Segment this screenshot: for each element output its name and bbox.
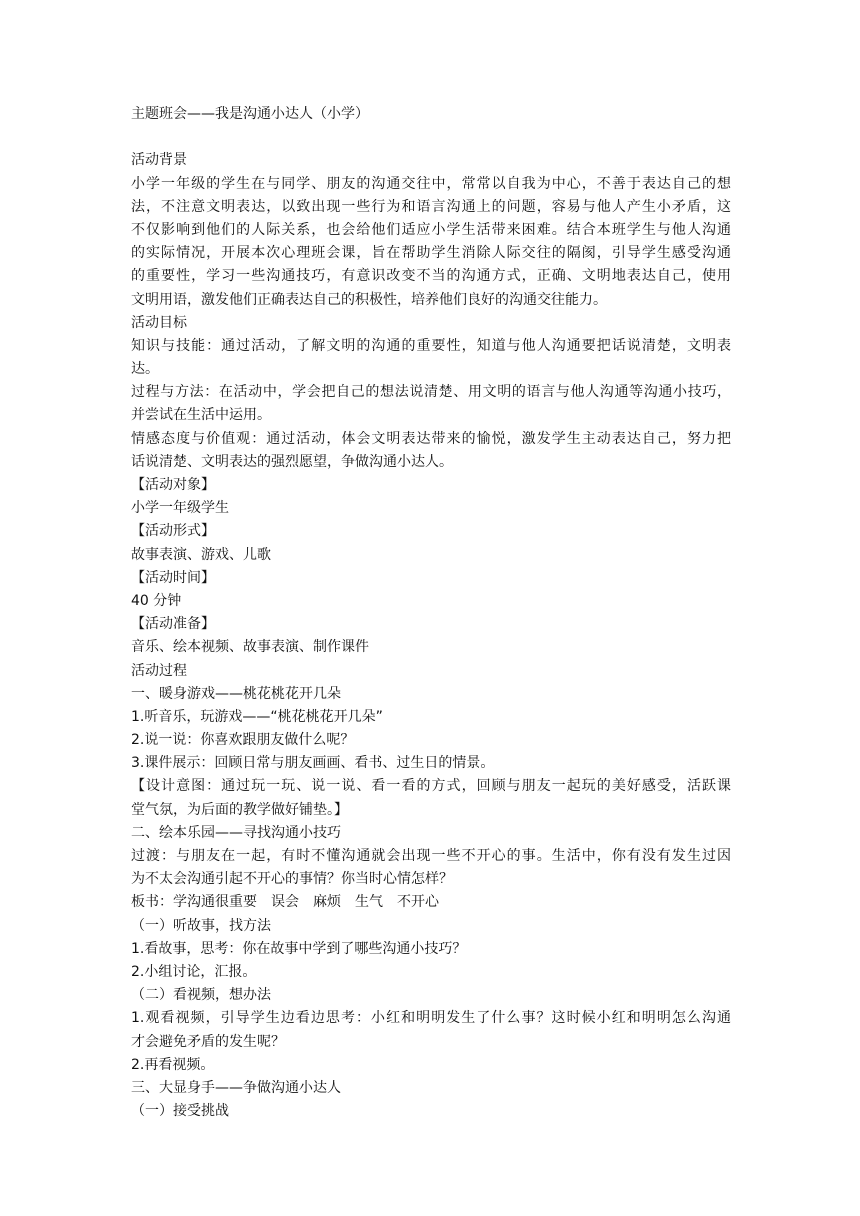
paragraph-line: 的实际情况，开展本次心理班会课，旨在帮助学生消除人际交往的隔阂，引导学生感受沟通 xyxy=(131,245,731,262)
paragraph-line: 40 分钟 xyxy=(131,592,182,609)
paragraph-line: 【活动时间】 xyxy=(131,569,215,586)
paragraph-line: 2.说一说：你喜欢跟朋友做什么呢？ xyxy=(131,732,355,749)
paragraph-line: 音乐、绘本视频、故事表演、制作课件 xyxy=(131,639,369,656)
paragraph-line: 堂气氛，为后面的教学做好铺垫。】 xyxy=(131,801,348,818)
paragraph-line: 1.看故事，思考：你在故事中学到了哪些沟通小技巧？ xyxy=(131,940,467,957)
document-title: 主题班会——我是沟通小达人（小学） xyxy=(131,106,369,122)
paragraph-line: 活动背景 xyxy=(131,152,187,169)
paragraph-line: 二、绘本乐园——寻找沟通小技巧 xyxy=(131,824,341,841)
paragraph-line: 2.小组讨论，汇报。 xyxy=(131,963,257,980)
paragraph-line: 2.再看视频。 xyxy=(131,1056,215,1073)
paragraph-line: 活动目标 xyxy=(131,314,187,331)
paragraph-line: 【设计意图：通过玩一玩、说一说、看一看的方式，回顾与朋友一起玩的美好感受，活跃课 xyxy=(131,778,731,795)
paragraph-line: 文明用语，激发他们正确表达自己的积极性，培养他们良好的沟通交往能力。 xyxy=(131,291,607,308)
paragraph-line: （一）接受挑战 xyxy=(131,1103,229,1120)
paragraph-line: 为不太会沟通引起不开心的事情？你当时心情怎样？ xyxy=(131,871,453,888)
paragraph-line: 【活动准备】 xyxy=(131,616,215,633)
paragraph-line: 的重要性，学习一些沟通技巧，有意识改变不当的沟通方式，正确、文明地表达自己，使用 xyxy=(131,268,731,285)
paragraph-line: 【活动对象】 xyxy=(131,477,215,493)
paragraph-line: 板书：学沟通很重要 误会 麻烦 生气 不开心 xyxy=(131,894,439,911)
paragraph-line: 3.课件展示：回顾日常与朋友画画、看书、过生日的情景。 xyxy=(131,755,495,772)
paragraph-line: 才会避免矛盾的发生呢？ xyxy=(131,1033,285,1050)
paragraph-line: 不仅影响到他们的人际关系，也会给他们适应小学生活带来困难。结合本班学生与他人沟通 xyxy=(131,221,731,238)
paragraph-line: 一、暖身游戏——桃花桃花开几朵 xyxy=(131,685,341,702)
paragraph-line: 达。 xyxy=(131,361,159,378)
paragraph-line: 过程与方法：在活动中，学会把自己的想法说清楚、用文明的语言与他人沟通等沟通小技巧， xyxy=(131,384,731,401)
paragraph-line: 知识与技能：通过活动，了解文明的沟通的重要性，知道与他人沟通要把话说清楚，文明表 xyxy=(131,337,731,354)
paragraph-line: 活动过程 xyxy=(131,662,187,679)
paragraph-line: 并尝试在生活中运用。 xyxy=(131,407,271,424)
document-body xyxy=(131,149,731,1123)
paragraph-line: （二）看视频，想办法 xyxy=(131,987,271,1004)
paragraph-line: 情感态度与价值观：通过活动，体会文明表达带来的愉悦，激发学生主动表达自己，努力把 xyxy=(131,430,731,447)
paragraph-line: 故事表演、游戏、儿歌 xyxy=(131,546,271,563)
paragraph-line: 【活动形式】 xyxy=(131,523,215,540)
paragraph-line: 话说清楚、文明表达的强烈愿望，争做沟通小达人。 xyxy=(131,453,453,470)
paragraph-line: 1.观看视频，引导学生边看边思考：小红和明明发生了什么事？这时候小红和明明怎么沟通 xyxy=(131,1010,731,1027)
paragraph-line: 法，不注意文明表达，以致出现一些行为和语言沟通上的问题，容易与他人产生小矛盾，这 xyxy=(131,198,731,215)
paragraph-line: 过渡：与朋友在一起，有时不懂沟通就会出现一些不开心的事。生活中，你有没有发生过因 xyxy=(131,848,731,864)
paragraph-line: 1.听音乐，玩游戏——“桃花桃花开几朵” xyxy=(131,708,383,725)
paragraph-line: 三、大显身手——争做沟通小达人 xyxy=(131,1079,341,1096)
paragraph-line: 小学一年级的学生在与同学、朋友的沟通交往中，常常以自我为中心，不善于表达自己的想 xyxy=(131,175,731,192)
paragraph-line: （一）听故事，找方法 xyxy=(131,917,271,934)
paragraph-line: 小学一年级学生 xyxy=(131,500,229,517)
blank-line xyxy=(131,126,731,149)
document-page xyxy=(131,103,731,1123)
